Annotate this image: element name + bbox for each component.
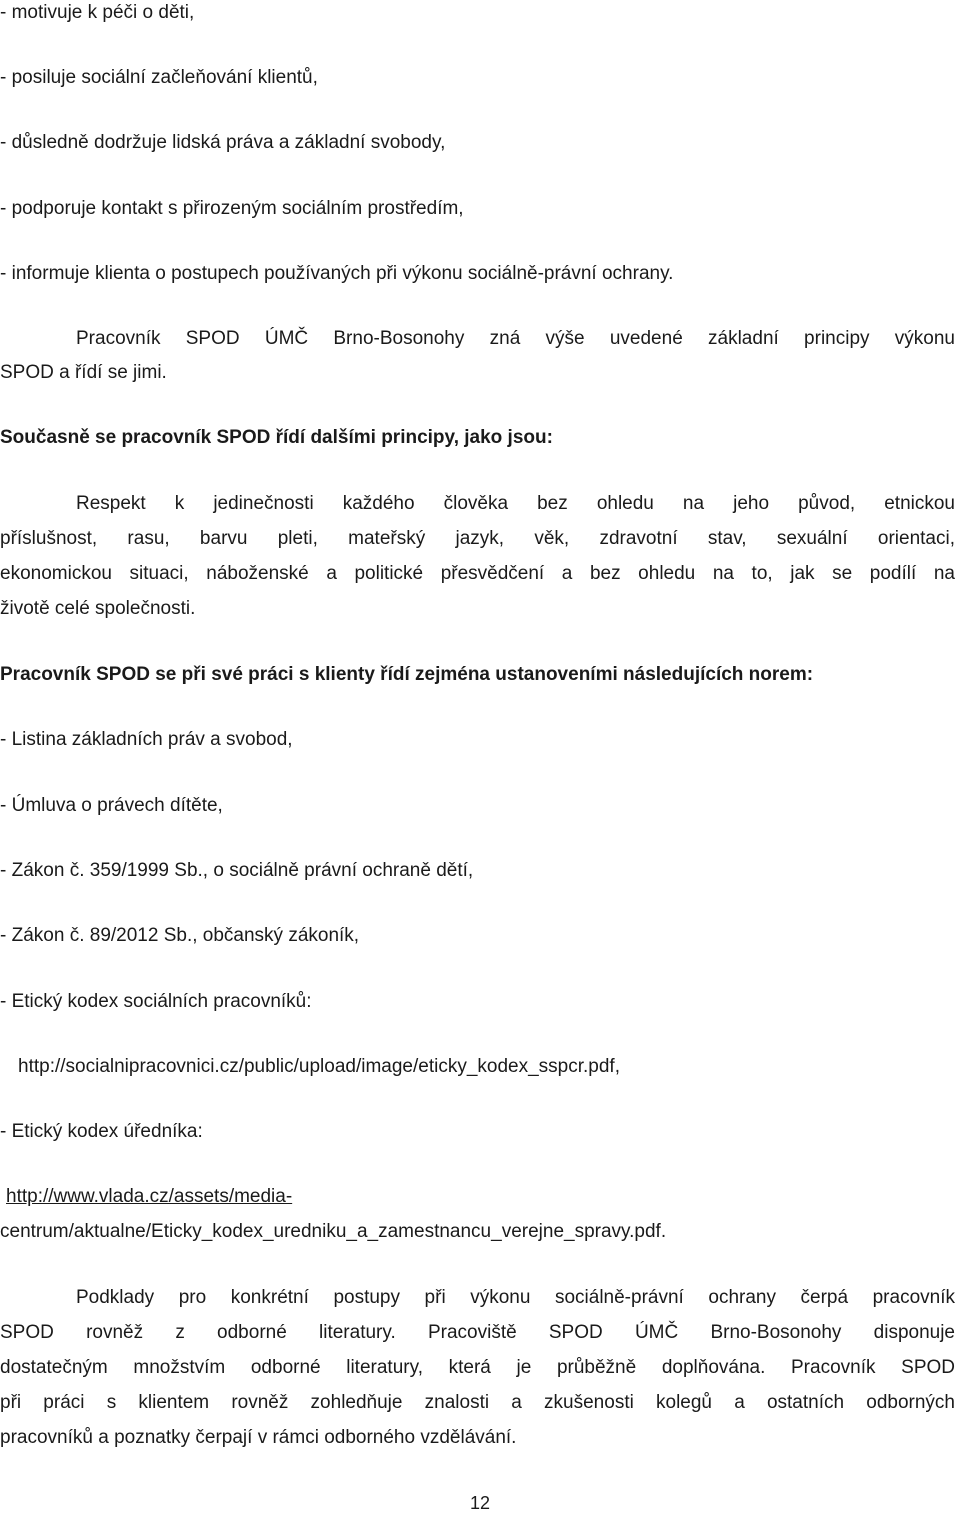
paragraph-line: Podklady pro konkrétní postupy při výkonu sociálně-právní ochrany čerpá pracovník [76, 1287, 955, 1308]
paragraph-line: Pracovník SPOD ÚMČ Brno-Bosonohy zná výše uvedené základní principy výkonu [76, 328, 955, 349]
list-item: - Etický kodex úředníka: [0, 1121, 203, 1142]
paragraph-line: dostatečným množstvím odborné literatury, která je průběžně doplňována. Pracovník SPOD [0, 1357, 955, 1378]
section-heading: Pracovník SPOD se při své práci s klienty řídí zejména ustanoveními následujících norem: [0, 664, 814, 685]
paragraph-line: životě celé společnosti. [0, 598, 196, 619]
paragraph-line: pracovníků a poznatky čerpají v rámci odborného vzdělávání. [0, 1427, 517, 1448]
paragraph-line: při práci s klientem rovněž zohledňuje znalosti a zkušenosti kolegů a ostatních odborných [0, 1392, 955, 1413]
list-item: - informuje klienta o postupech používaných při výkonu sociálně-právní ochrany. [0, 263, 674, 284]
paragraph-line: SPOD a řídí se jimi. [0, 362, 167, 383]
list-item: - Úmluva o právech dítěte, [0, 795, 223, 816]
url-text: centrum/aktualne/Eticky_kodex_uredniku_a_zamestnancu_verejne_spravy.pdf. [0, 1221, 667, 1242]
list-item: - důsledně dodržuje lidská práva a základní svobody, [0, 132, 446, 153]
paragraph-line: příslušnost, rasu, barvu pleti, mateřský jazyk, věk, zdravotní stav, sexuální orientaci, [0, 528, 955, 549]
list-item: - Etický kodex sociálních pracovníků: [0, 991, 312, 1012]
url-text: http://socialnipracovnici.cz/public/upload/image/eticky_kodex_sspcr.pdf, [18, 1056, 620, 1077]
paragraph-line: SPOD rovněž z odborné literatury. Pracoviště SPOD ÚMČ Brno-Bosonohy disponuje [0, 1322, 955, 1343]
list-item: - posiluje sociální začleňování klientů, [0, 67, 318, 88]
paragraph-line: Respekt k jedinečnosti každého člověka bez ohledu na jeho původ, etnickou [76, 493, 955, 514]
list-item: - podporuje kontakt s přirozeným sociálním prostředím, [0, 198, 464, 219]
section-heading: Současně se pracovník SPOD řídí dalšími principy, jako jsou: [0, 427, 553, 448]
list-item: - Zákon č. 359/1999 Sb., o sociálně právní ochraně dětí, [0, 860, 474, 881]
list-item: - Zákon č. 89/2012 Sb., občanský zákoník, [0, 925, 360, 946]
page-number: 12 [469, 1493, 491, 1513]
list-item: - Listina základních práv a svobod, [0, 729, 293, 750]
url-line [0, 1184, 292, 1210]
hyperlink-vlada[interactable]: http://www.vlada.cz/assets/media- [6, 1186, 293, 1207]
list-item: - motivuje k péči o děti, [0, 2, 195, 23]
paragraph-line: ekonomickou situaci, náboženské a politické přesvědčení a bez ohledu na to, jak se podílí na [0, 563, 955, 584]
